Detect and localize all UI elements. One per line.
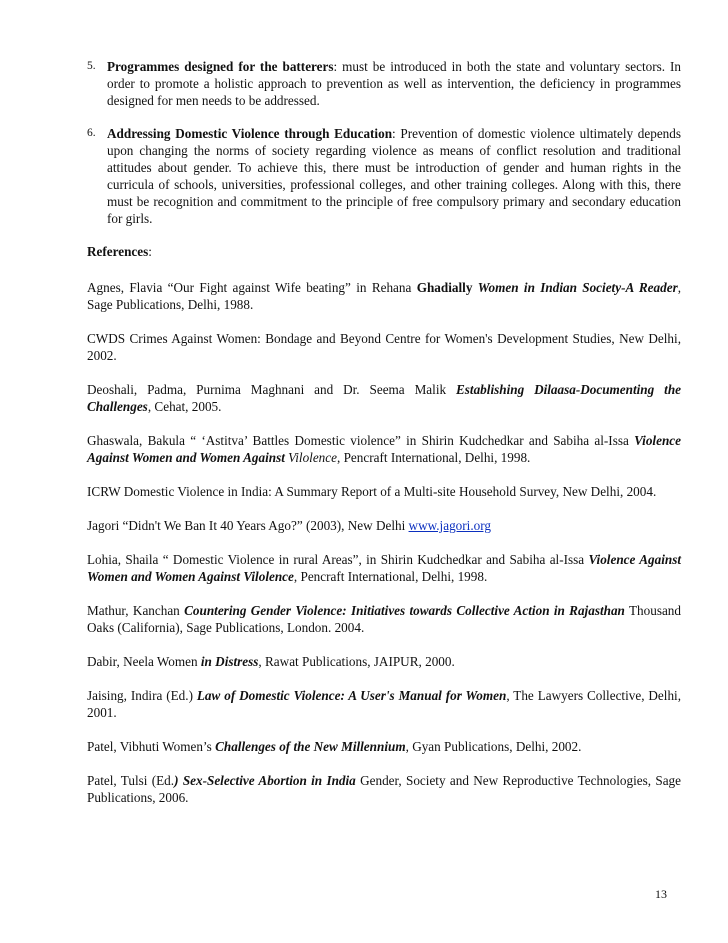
jagori-link[interactable]: www.jagori.org (408, 518, 491, 533)
reference-item-dabir (87, 653, 681, 670)
page-content (87, 58, 681, 823)
ref-text-end: , Cehat, 2005. (147, 399, 222, 414)
item-text: : Prevention of domestic violence ultimately depends upon changing the norms of society regarding violence as means of conflict resolution and traditional attitudes about gender. To achieve this, there must be introduction of gender and human rights in the curricula of schools, universities, professional colleges, and other training colleges. Along with this, there must be recognition and commitment to the principle of free compulsory primary and secondary education for girls. (107, 126, 681, 226)
ref-text: Ghaswala, Bakula “ ‘Astitva’ Battles Domestic violence” in Shirin Kudchedkar and Sabiha al-Issa (87, 433, 635, 448)
ref-bold: Ghadially (416, 280, 473, 295)
ref-text: Lohia, Shaila “ Domestic Violence in rural Areas”, in Shirin Kudchedkar and Sabiha al-Issa (87, 552, 589, 567)
ref-text-end: Thousand Oaks (California), Sage Publications, London. 2004. (87, 603, 681, 635)
ref-title: Countering Gender Violence: Initiatives towards Collective Action in Rajasthan (184, 603, 625, 618)
ref-title-italic: Vilolence (288, 450, 337, 465)
reference-item-icrw (87, 483, 681, 500)
ref-text: Mathur, Kanchan (87, 603, 185, 618)
ref-title: Women in Indian Society-A Reader (477, 280, 678, 295)
ref-title: Law of Domestic Violence: A User's Manual for Women (196, 688, 507, 703)
reference-item-patel-tulsi (87, 772, 681, 806)
ref-text: Deoshali, Padma, Purnima Maghnani and Dr. Seema Malik (87, 382, 456, 397)
reference-item-jaising (87, 687, 681, 721)
ref-paren: ) (174, 773, 183, 788)
reference-item-agnes (87, 279, 681, 313)
ref-text-end: , Sage Publications, Delhi, 1988. (87, 280, 681, 312)
ref-text: Jaising, Indira (Ed.) (87, 688, 197, 703)
ref-text-end: , Rawat Publications, JAIPUR, 2000. (258, 654, 455, 669)
ref-text-end: , The Lawyers Collective, Delhi, 2001. (87, 688, 681, 720)
references-heading (87, 243, 681, 260)
reference-item-lohia (87, 551, 681, 585)
ref-text: Patel, Tulsi (Ed. (87, 773, 175, 788)
ref-text: Agnes, Flavia “Our Fight against Wife beating” in Rehana (87, 280, 417, 295)
reference-item-jagori (87, 517, 681, 534)
ref-text-end: , Gyan Publications, Delhi, 2002. (405, 739, 582, 754)
ref-text: CWDS Crimes Against Women: Bondage and Beyond Centre for Women's Development Studies, New Delhi, 2002. (87, 331, 681, 363)
list-item-6 (87, 125, 681, 227)
list-number: 5. (87, 60, 96, 72)
ref-title: in Distress (200, 654, 259, 669)
ref-text: Patel, Vibhuti Women’s (87, 739, 216, 754)
ref-text-end: , Pencraft International, Delhi, 1998. (293, 569, 488, 584)
references-heading-colon: : (148, 244, 152, 259)
ref-title: Violence Against Women and Women Against (87, 433, 681, 465)
ref-text-end: Gender, Society and New Reproductive Technologies, Sage Publications, 2006. (87, 773, 681, 805)
reference-item-patel-vibhuti (87, 738, 681, 755)
item-title: Addressing Domestic Violence through Education (107, 126, 393, 141)
ref-title: Establishing Dilaasa-Documenting the Challenges (87, 382, 682, 414)
reference-item-ghaswala (87, 432, 681, 466)
list-number: 6. (87, 127, 96, 139)
item-title: Programmes designed for the batterers (107, 59, 334, 74)
ref-text: Dabir, Neela Women (87, 654, 201, 669)
page-number: 13 (655, 887, 667, 901)
item-text: : must be introduced in both the state and voluntary sectors. In order to promote a holistic approach to prevention as well as intervention, the deficiency in programmes designed for men needs to be addressed. (107, 59, 681, 108)
ref-title: Sex-Selective Abortion in India (182, 773, 356, 788)
reference-item-deoshali (87, 381, 681, 415)
references-heading-text: References (87, 244, 149, 259)
ref-text-end: , Pencraft International, Delhi, 1998. (337, 450, 531, 465)
reference-item-mathur (87, 602, 681, 636)
reference-item-cwds (87, 330, 681, 364)
ref-text: ICRW Domestic Violence in India: A Summary Report of a Multi-site Household Survey, New Delhi, 2004. (87, 484, 657, 499)
ref-title: Violence Against Women and Women Against Vilolence (87, 552, 682, 584)
ref-text: Jagori “Didn't We Ban It 40 Years Ago?” (2003), New Delhi (87, 518, 409, 533)
ref-title: Challenges of the New Millennium (215, 739, 406, 754)
list-item-5 (87, 58, 681, 109)
